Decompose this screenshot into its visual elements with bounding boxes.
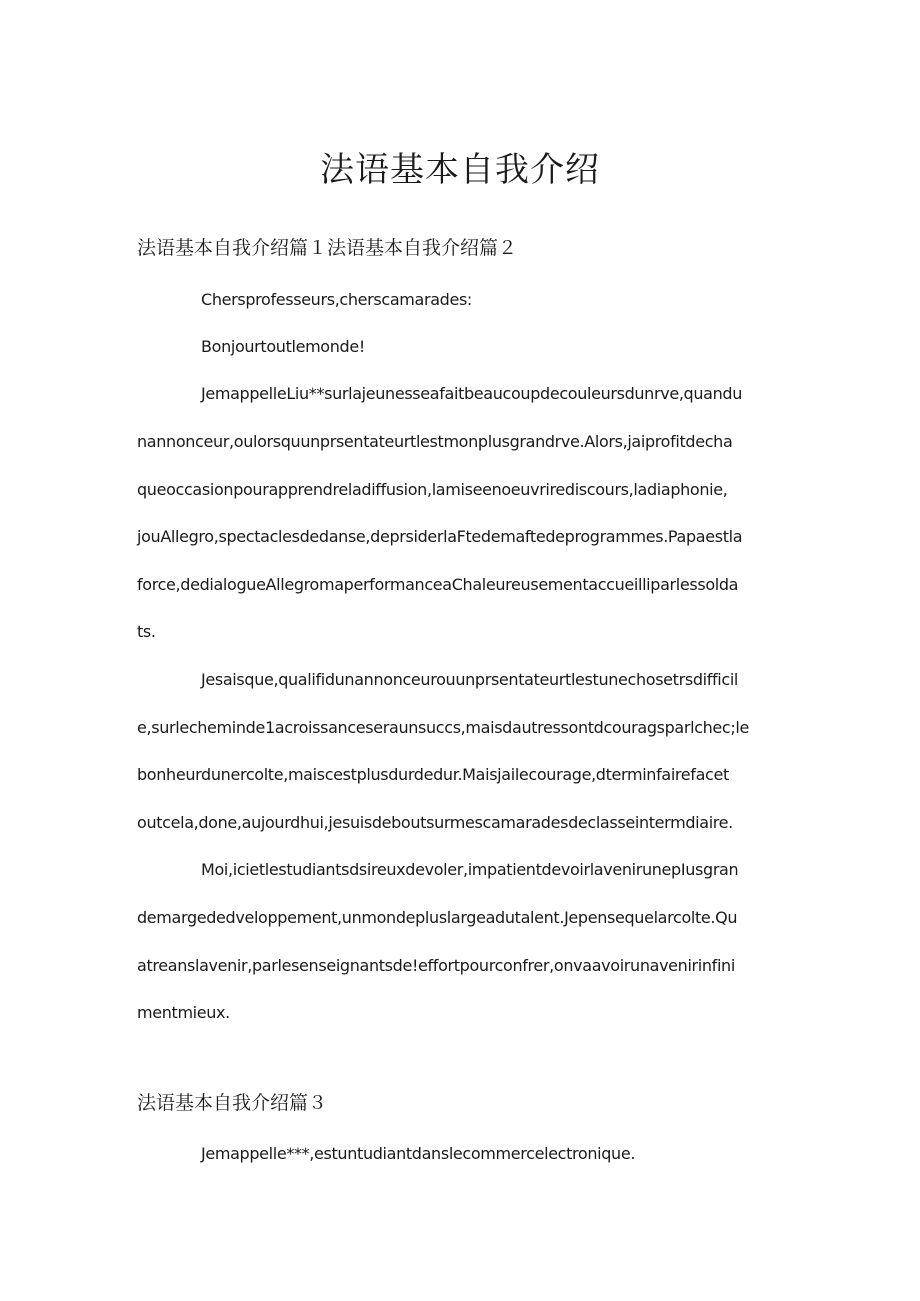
paragraph-line: demargededveloppement,unmondepluslargeadutalent.Jepensequelarcolte.Qu bbox=[137, 908, 738, 927]
paragraph-line: ts. bbox=[137, 622, 156, 641]
section-heading-1-2: 法语基本自我介绍篇１法语基本自我介绍篇２ bbox=[137, 237, 518, 259]
document-title: 法语基本自我介绍 bbox=[320, 150, 600, 190]
paragraph-line: jouAllegro,spectaclesdedanse,deprsiderlaFtedemaftedeprogrammes.Papaestla bbox=[137, 527, 743, 546]
paragraph-line: e,surlecheminde1acroissanceseraunsuccs,maisdautressontdcouragsparlchec;le bbox=[137, 718, 750, 737]
section-heading-3: 法语基本自我介绍篇３ bbox=[137, 1092, 328, 1114]
paragraph-line: force,dedialogueAllegromaperformanceaChaleureusementaccueilliparlessolda bbox=[137, 575, 739, 594]
paragraph-line: Moi,icietlestudiantsdsireuxdevoler,impatientdevoirlavenirunepIusgran bbox=[201, 860, 739, 879]
paragraph-line: Bonjourtoutlemonde! bbox=[201, 337, 365, 356]
paragraph-line: Chersprofesseurs,cherscamarades: bbox=[201, 290, 472, 309]
paragraph-line: Jesaisque,qualifidunannonceurouunprsentateurtlestunechosetrsdifficil bbox=[201, 670, 739, 689]
paragraph-line: JemappelleLiu**surlajeunesseafaitbeaucoupdecouleursdunrve,quandu bbox=[201, 384, 742, 403]
paragraph-line: bonheurdunercolte,maiscestplusdurdedur.Maisjailecourage,dterminfairefacet bbox=[137, 765, 729, 784]
paragraph-line: nannonceur,oulorsquunprsentateurtlestmonplusgrandrve.Alors,jaiprofitdecha bbox=[137, 432, 733, 451]
paragraph-line: atreanslavenir,parlesenseignantsde!effortpourconfrer,onvaavoirunavenirinfini bbox=[137, 956, 735, 975]
paragraph-line: Jemappelle***,estuntudiantdanslecommercelectronique. bbox=[201, 1144, 636, 1163]
paragraph-line: queoccasionpourapprendreladiffusion,lamiseenoeuvrirediscours,ladiaphonie, bbox=[137, 480, 728, 499]
paragraph-line: mentmieux. bbox=[137, 1003, 230, 1022]
paragraph-line: outcela,done,aujourdhui,jesuisdeboutsurmescamaradesdeclasseintermdiaire. bbox=[137, 813, 733, 832]
